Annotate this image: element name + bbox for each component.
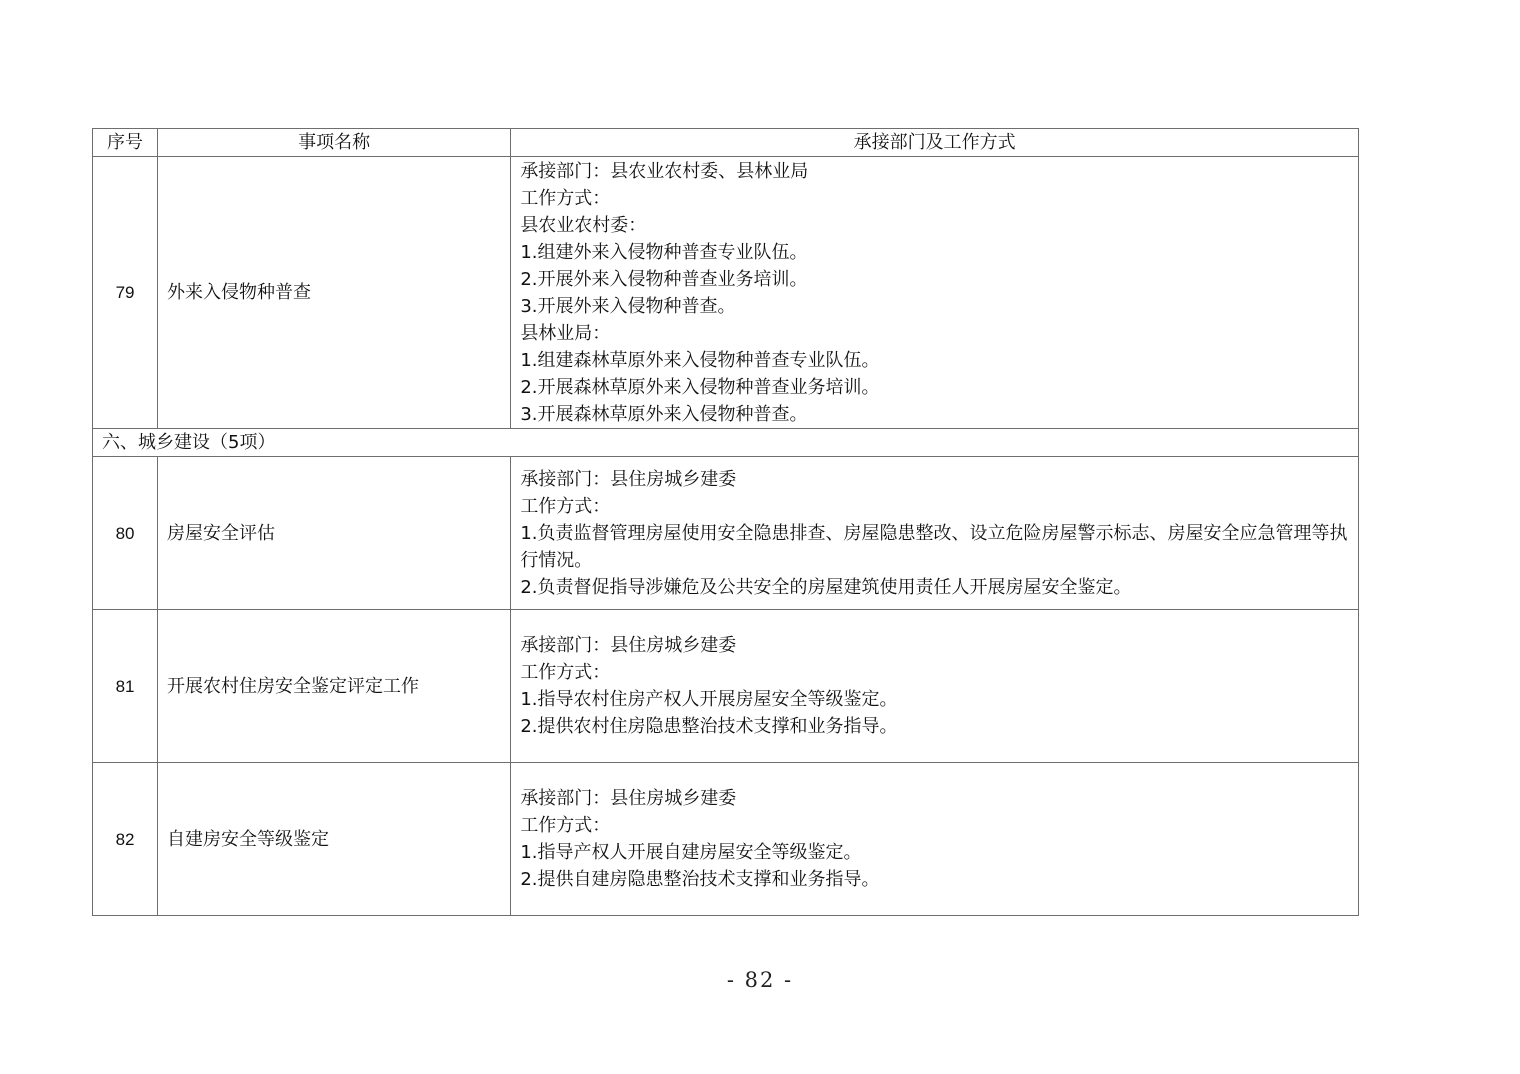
dept-line: 3.开展外来入侵物种普查。 (520, 295, 736, 317)
row-seq: 80 (93, 457, 158, 610)
dept-line: 2.负责督促指导涉嫌危及公共安全的房屋建筑使用责任人开展房屋安全鉴定。 (520, 576, 1132, 598)
row-name: 自建房安全等级鉴定 (158, 763, 511, 916)
dept-line: 承接部门：县住房城乡建委 (520, 635, 737, 656)
header-dept: 承接部门及工作方式 (511, 129, 1359, 157)
dept-line: 1.指导农村住房产权人开展房屋安全等级鉴定。 (520, 689, 898, 710)
row-seq: 79 (93, 157, 158, 429)
row-dept (511, 457, 1359, 610)
dept-line: 工作方式： (520, 662, 611, 683)
dept-line: 3.开展森林草原外来入侵物种普查。 (520, 403, 808, 425)
dept-line: 2.提供农村住房隐患整治技术支撑和业务指导。 (520, 716, 898, 737)
dept-line: 承接部门：县农业农村委、县林业局 (520, 160, 809, 182)
dept-line: 2.开展森林草原外来入侵物种普查业务培训。 (520, 376, 880, 398)
header-seq: 序号 (93, 129, 158, 157)
row-dept (511, 610, 1359, 763)
dept-line: 工作方式： (520, 495, 611, 517)
items-table (92, 128, 1359, 916)
row-seq: 81 (93, 610, 158, 763)
row-name: 外来入侵物种普查 (158, 157, 511, 429)
table-row (93, 763, 1359, 916)
dept-line: 1.组建森林草原外来入侵物种普查专业队伍。 (520, 349, 880, 371)
table-header-row (93, 129, 1359, 157)
row-dept (511, 157, 1359, 429)
dept-line: 工作方式： (520, 187, 611, 209)
dept-line: 工作方式： (520, 815, 611, 836)
dept-line: 承接部门：县住房城乡建委 (520, 788, 737, 809)
table-row (93, 457, 1359, 610)
dept-line: 1.负责监督管理房屋使用安全隐患排查、房屋隐患整改、设立危险房屋警示标志、房屋安全应急管理等执行情况。 (520, 522, 1348, 571)
dept-line: 县农业农村委： (520, 214, 647, 236)
table-row (93, 157, 1359, 429)
dept-line: 2.开展外来入侵物种普查业务培训。 (520, 268, 808, 290)
row-dept (511, 763, 1359, 916)
dept-line: 1.组建外来入侵物种普查专业队伍。 (520, 241, 808, 263)
row-name: 开展农村住房安全鉴定评定工作 (158, 610, 511, 763)
row-name: 房屋安全评估 (158, 457, 511, 610)
header-name: 事项名称 (158, 129, 511, 157)
dept-line: 承接部门：县住房城乡建委 (520, 468, 737, 490)
dept-line: 2.提供自建房隐患整治技术支撑和业务指导。 (520, 869, 880, 890)
section-header-row (93, 429, 1359, 457)
table-row (93, 610, 1359, 763)
dept-line: 县林业局： (520, 322, 611, 344)
row-seq: 82 (93, 763, 158, 916)
section-title: 六、城乡建设（5项） (93, 429, 1359, 457)
page-number: - 82 - (726, 968, 794, 992)
dept-line: 1.指导产权人开展自建房屋安全等级鉴定。 (520, 842, 862, 863)
